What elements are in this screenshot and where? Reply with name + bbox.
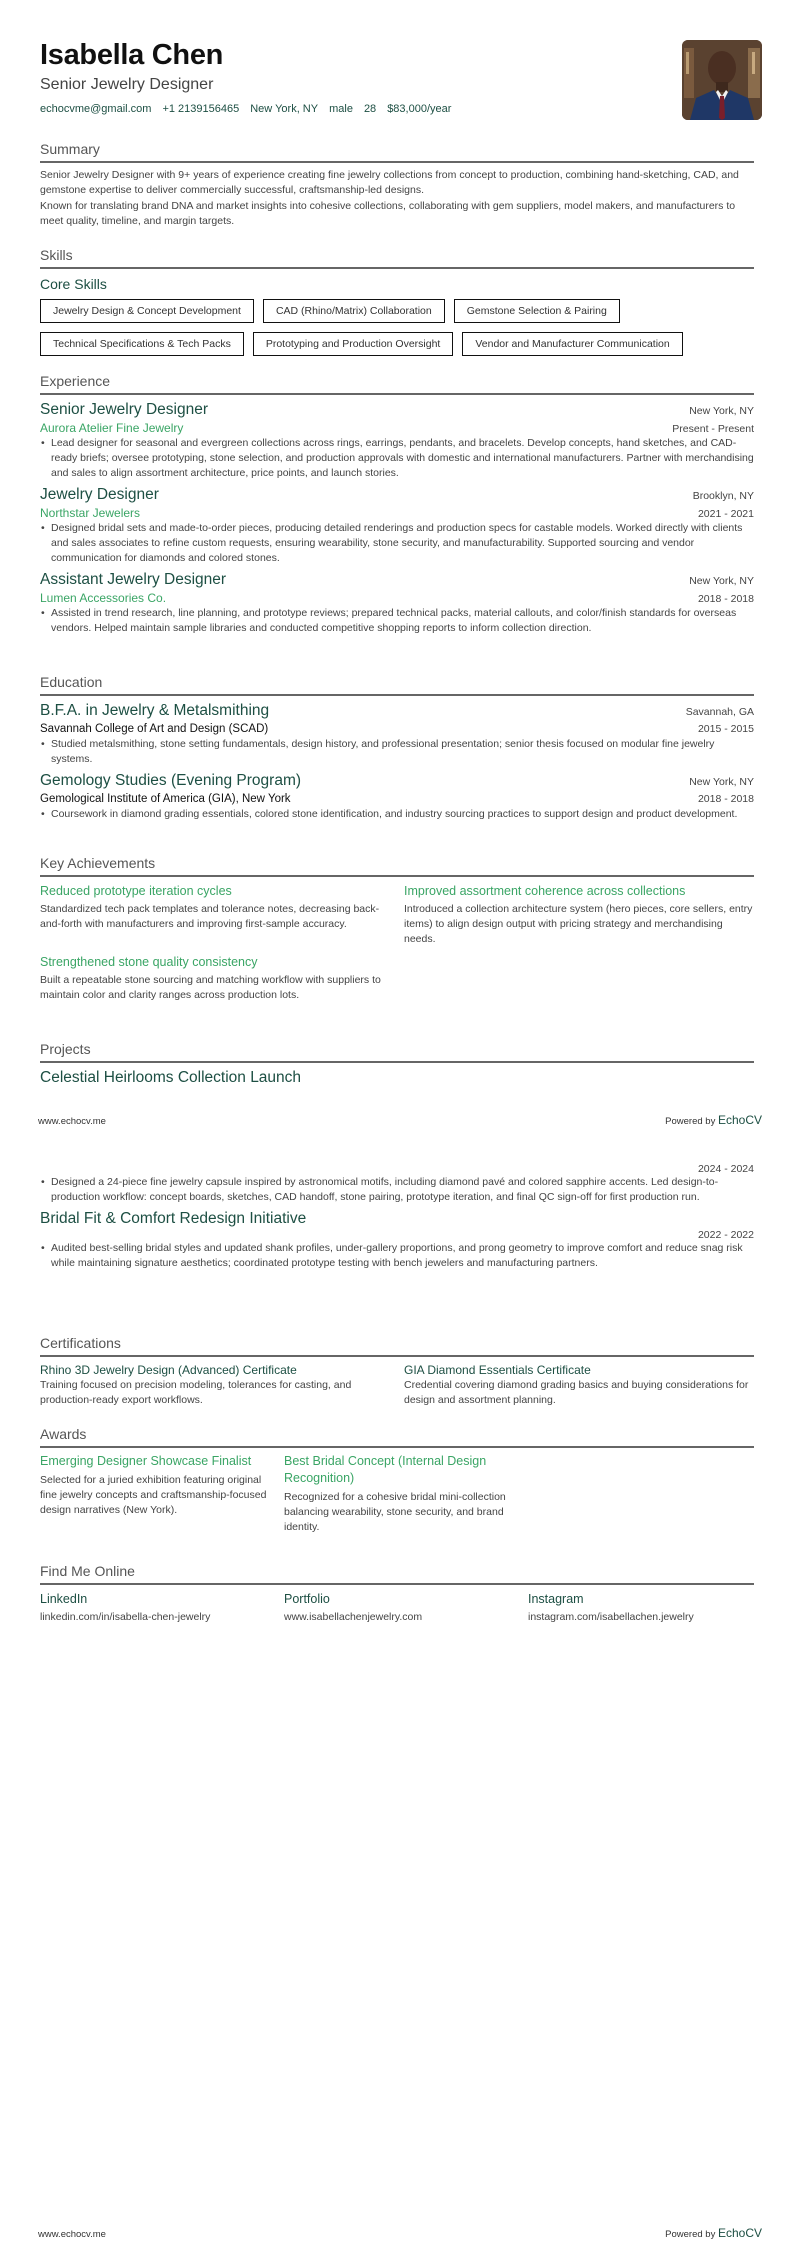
contact-email[interactable]: echocvme@gmail.com (40, 103, 152, 115)
footer-url-link[interactable]: www.echocv.me (38, 2229, 106, 2240)
certification-item (404, 1362, 754, 1408)
skill-chip: CAD (Rhino/Matrix) Collaboration (263, 299, 445, 323)
job-title: Senior Jewelry Designer (40, 401, 208, 418)
contact-phone[interactable]: +1 2139156465 (162, 103, 240, 115)
project-bullet: • Audited best-selling bridal styles and updated shank profiles, under-gallery proportions, and prong geometry to improve comfort and reduce snag risk while maintaining signature aesthetics; coordinated prototype testing with bench jewelers and manufacturing partners. (40, 1241, 754, 1271)
certification-text: Credential covering diamond grading basics and buying considerations for design and assortment planning. (404, 1379, 749, 1406)
education-entry (40, 771, 754, 822)
project-entry (40, 1209, 754, 1271)
section-divider (40, 694, 754, 696)
job-dates: 2018 - 2018 (697, 593, 754, 605)
education-location: New York, NY (689, 776, 754, 788)
section-divider (40, 1583, 754, 1585)
school-name: Gemological Institute of America (GIA), New York (40, 793, 291, 805)
online-label: LinkedIn (40, 1592, 88, 1606)
online-item-portfolio (284, 1590, 514, 1625)
online-link[interactable]: linkedin.com/in/isabella-chen-jewelry (40, 1611, 211, 1623)
section-heading: Projects (40, 1041, 91, 1057)
job-location: Brooklyn, NY (692, 490, 754, 502)
job-bullet: • Assisted in trend research, line planning, and prototype reviews; prepared technical packs, material callouts, and color/finish standards for overseas vendors. Helped maintain sample libraries and conducted competitive shopping reports to inform collection direction. (40, 606, 754, 636)
education-dates: 2015 - 2015 (697, 723, 754, 735)
skill-chip: Vendor and Manufacturer Communication (462, 332, 682, 356)
experience-entry (40, 485, 754, 566)
section-heading: Certifications (40, 1335, 121, 1351)
experience-section (40, 372, 754, 636)
certification-title: Rhino 3D Jewelry Design (Advanced) Certificate (40, 1363, 297, 1377)
achievement-title: Reduced prototype iteration cycles (40, 884, 232, 898)
experience-entry (40, 400, 754, 481)
education-section (40, 673, 754, 822)
section-divider (40, 875, 754, 877)
online-section (40, 1562, 754, 1625)
skill-chip: Gemstone Selection & Pairing (454, 299, 620, 323)
skill-chip: Jewelry Design & Concept Development (40, 299, 254, 323)
powered-by-label: Powered by (665, 1116, 716, 1127)
achievement-item (404, 882, 754, 947)
section-heading: Experience (40, 373, 111, 389)
summary-section (40, 140, 754, 229)
section-divider (40, 1355, 754, 1357)
certifications-section (40, 1334, 754, 1408)
achievement-title: Strengthened stone quality consistency (40, 955, 258, 969)
project-title: Celestial Heirlooms Collection Launch (40, 1069, 302, 1086)
job-bullet: • Lead designer for seasonal and evergreen collections across rings, earrings, pendants, and bracelets. Develop concepts, hand sketches, and CAD-ready briefs; oversee prototyping, stone selection, and production approvals with domestic and international manufacturers. Partner with merchandising and sales to align assortment architecture, price points, and launch stories. (40, 436, 754, 481)
person-portrait-icon (682, 40, 762, 120)
job-location: New York, NY (689, 405, 754, 417)
award-item (284, 1453, 514, 1535)
contact-age: 28 (363, 103, 377, 115)
projects-continued (40, 1163, 754, 1271)
online-label: Portfolio (284, 1592, 330, 1606)
certification-text: Training focused on precision modeling, tolerances for casting, and production-ready export workflows. (40, 1379, 352, 1406)
company-name: Lumen Accessories Co. (40, 591, 167, 605)
section-divider (40, 1446, 754, 1448)
summary-paragraph: Known for translating brand DNA and market insights into cohesive collections, collaborating with gem suppliers, model makers, and manufacturers to meet quality, timeline, and margin targets. (40, 200, 736, 227)
online-item-instagram (528, 1590, 754, 1625)
contact-location: New York, NY (250, 103, 319, 115)
candidate-name: Isabella Chen (40, 39, 224, 71)
online-label: Instagram (528, 1592, 584, 1606)
brand-logo[interactable]: EchoCV (717, 1113, 762, 1127)
project-dates: 2024 - 2024 (697, 1163, 754, 1175)
page-footer (38, 2226, 762, 2240)
achievement-text: Introduced a collection architecture system (hero pieces, core sellers, entry items) to align design output with pricing strategy and merchandising needs. (404, 903, 753, 945)
award-text: Recognized for a cohesive bridal mini-collection balancing wearability, stone security, and brand identity. (284, 1491, 506, 1533)
job-location: New York, NY (689, 575, 754, 587)
company-name: Northstar Jewelers (40, 506, 141, 520)
section-heading: Key Achievements (40, 855, 156, 871)
profile-photo (682, 40, 762, 120)
achievement-text: Standardized tech pack templates and tolerance notes, decreasing back-and-forth with manufacturers and improving first-sample accuracy. (40, 903, 380, 930)
awards-section (40, 1425, 754, 1535)
section-heading: Summary (40, 141, 100, 157)
achievement-item (40, 882, 390, 947)
skills-section (40, 246, 754, 356)
school-name: Savannah College of Art and Design (SCAD) (40, 723, 269, 735)
page-footer (38, 1113, 762, 1127)
experience-entry (40, 570, 754, 636)
award-title: Best Bridal Concept (Internal Design Recognition) (284, 1454, 487, 1485)
footer-url-link[interactable]: www.echocv.me (38, 1116, 106, 1127)
job-dates: Present - Present (672, 423, 754, 435)
education-bullet: • Studied metalsmithing, stone setting fundamentals, design history, and professional presentation; senior thesis focused on modular fine jewelry systems. (40, 737, 754, 767)
education-location: Savannah, GA (685, 706, 754, 718)
certification-item (40, 1362, 390, 1408)
section-heading: Awards (40, 1426, 87, 1442)
award-title: Emerging Designer Showcase Finalist (40, 1454, 252, 1468)
online-item-linkedin (40, 1590, 270, 1625)
section-divider (40, 267, 754, 269)
powered-by (665, 2226, 762, 2240)
job-title: Assistant Jewelry Designer (40, 571, 227, 588)
education-bullet: • Coursework in diamond grading essentials, colored stone identification, and industry sourcing practices to support design and product development. (40, 807, 754, 822)
candidate-title: Senior Jewelry Designer (40, 76, 214, 93)
online-link[interactable]: instagram.com/isabellachen.jewelry (528, 1611, 694, 1623)
powered-by-label: Powered by (665, 2229, 716, 2240)
section-divider (40, 161, 754, 163)
project-bullet: • Designed a 24-piece fine jewelry capsule inspired by astronomical motifs, including diamond pavé and colored sapphire accents. Led design-to-production workflow: concept boards, sketches, CAD handoff, stone pairing, prototype iteration, and final QC sign-off for first production run. (40, 1175, 754, 1205)
section-heading: Skills (40, 247, 73, 263)
achievement-text: Built a repeatable stone sourcing and matching workflow with suppliers to maintain color and clarity ranges across production lots. (40, 974, 381, 1001)
online-link[interactable]: www.isabellachenjewelry.com (284, 1611, 423, 1623)
degree-title: Gemology Studies (Evening Program) (40, 772, 302, 789)
job-bullet: • Designed bridal sets and made-to-order pieces, producing detailed renderings and production specs for castable models. Worked directly with clients and sales associates to refine custom requests, ensuring wearability, stone security, and manufacturability. Supported sourcing and vendor communication for diamonds and colored stones. (40, 521, 754, 566)
brand-logo[interactable]: EchoCV (717, 2226, 762, 2240)
project-title: Bridal Fit & Comfort Redesign Initiative (40, 1210, 307, 1227)
certification-title: GIA Diamond Essentials Certificate (404, 1363, 591, 1377)
skill-chip: Technical Specifications & Tech Packs (40, 332, 244, 356)
contact-line (40, 102, 762, 116)
company-name: Aurora Atelier Fine Jewelry (40, 421, 184, 435)
achievement-title: Improved assortment coherence across collections (404, 884, 686, 898)
skill-chip: Prototyping and Production Oversight (253, 332, 454, 356)
projects-section (40, 1040, 754, 1088)
section-heading: Education (40, 674, 103, 690)
achievement-item (40, 953, 390, 1003)
job-title: Jewelry Designer (40, 486, 159, 503)
job-dates: 2021 - 2021 (697, 508, 754, 520)
powered-by (665, 1113, 762, 1127)
skills-group-title: Core Skills (40, 276, 107, 292)
section-heading: Find Me Online (40, 1563, 135, 1579)
project-dates: 2022 - 2022 (697, 1229, 754, 1241)
degree-title: B.F.A. in Jewelry & Metalsmithing (40, 702, 270, 719)
contact-gender: male (329, 103, 353, 115)
contact-salary: $83,000/year (387, 103, 452, 115)
resume-header (40, 38, 762, 128)
award-text: Selected for a juried exhibition featuring original fine jewelry concepts and craftsmanship-focused design narratives (New York). (40, 1474, 267, 1516)
achievements-section (40, 854, 754, 1003)
section-divider (40, 393, 754, 395)
education-dates: 2018 - 2018 (697, 793, 754, 805)
education-entry (40, 701, 754, 767)
skill-chips (40, 299, 754, 356)
section-divider (40, 1061, 754, 1063)
summary-paragraph: Senior Jewelry Designer with 9+ years of experience creating fine jewelry collections from concept to production, combining hand-sketching, CAD, and gemstone expertise to deliver commercially successful, craftsmanship-led designs. (40, 169, 739, 196)
award-item (40, 1453, 270, 1535)
